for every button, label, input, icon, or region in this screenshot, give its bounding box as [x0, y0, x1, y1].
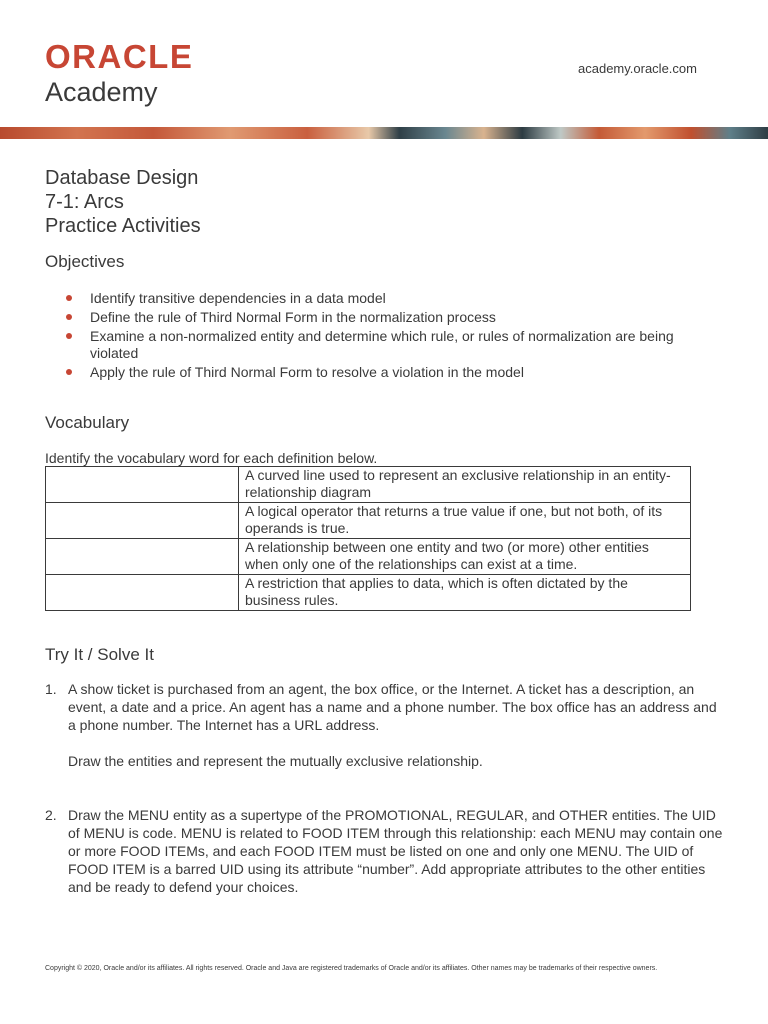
vocab-word-cell[interactable]: [46, 503, 239, 539]
vocabulary-heading: Vocabulary: [45, 413, 130, 432]
task-note: Draw the entities and represent the mutually exclusive relationship.: [68, 753, 483, 769]
list-item: Examine a non-normalized entity and determine which rule, or rules of normalization are being violated: [45, 328, 725, 362]
bullet-icon: [66, 369, 72, 375]
copyright-footer: Copyright © 2020, Oracle and/or its affiliates. All rights reserved. Oracle and Java are registered trademarks of Oracle and/or its affiliates. Other names may be trademarks of their respective owners.: [45, 965, 658, 972]
table-row: [46, 539, 691, 575]
task-number: 1.: [45, 681, 57, 697]
academy-logo-text: Academy: [45, 77, 158, 107]
list-item: [45, 806, 725, 896]
title-course: Database Design: [45, 167, 199, 189]
bullet-icon: [66, 333, 72, 339]
oracle-logo: ORACLE: [45, 38, 194, 75]
vocab-definition-cell: A restriction that applies to data, which is often dictated by the business rules.: [239, 575, 691, 611]
vocabulary-table: [45, 466, 691, 611]
title-lesson: 7-1: Arcs: [45, 191, 124, 213]
vocab-word-cell[interactable]: [46, 575, 239, 611]
header-url[interactable]: academy.oracle.com: [578, 61, 697, 76]
vocabulary-intro: Identify the vocabulary word for each definition below.: [45, 450, 378, 466]
page-title: [45, 166, 201, 238]
vocab-word-cell[interactable]: [46, 467, 239, 503]
list-item: Apply the rule of Third Normal Form to resolve a violation in the model: [45, 364, 725, 381]
vocab-definition-cell: A relationship between one entity and two (or more) other entities when only one of the relationships can exist at a time.: [239, 539, 691, 575]
task-text: A show ticket is purchased from an agent, the box office, or the Internet. A ticket has a description, an event, a date and a price. An agent has a name and a phone number. The box office has an address and a phone number. The Internet has a URL address.: [68, 681, 717, 733]
vocab-definition-cell: A curved line used to represent an exclusive relationship in an entity-relationship diagram: [239, 467, 691, 503]
try-it-heading: Try It / Solve It: [45, 645, 154, 664]
title-activity: Practice Activities: [45, 215, 201, 237]
vocab-word-cell[interactable]: [46, 539, 239, 575]
table-row: [46, 467, 691, 503]
table-row: [46, 575, 691, 611]
list-item: [45, 680, 725, 770]
task-text: Draw the MENU entity as a supertype of the PROMOTIONAL, REGULAR, and OTHER entities. The UID of MENU is code. MENU is related to FOOD ITEM through this relationship: each MENU may contain one or more FOOD ITEMs, and each FOOD ITEM must be listed on one and only one MENU. The UID of FOOD ITEM is a barred UID using its attribute “number”. Add appropriate attributes to the other entities and be ready to defend your choices.: [68, 807, 723, 895]
task-list: [45, 680, 725, 896]
task-number: 2.: [45, 807, 57, 823]
list-item: Identify transitive dependencies in a data model: [45, 290, 725, 307]
vocab-definition-cell: A logical operator that returns a true value if one, but not both, of its operands is true.: [239, 503, 691, 539]
bullet-icon: [66, 295, 72, 301]
bullet-icon: [66, 314, 72, 320]
table-row: [46, 503, 691, 539]
objectives-list: [45, 290, 725, 383]
objectives-heading: Objectives: [45, 252, 125, 271]
decorative-banner: [0, 127, 768, 139]
list-item: Define the rule of Third Normal Form in the normalization process: [45, 309, 725, 326]
